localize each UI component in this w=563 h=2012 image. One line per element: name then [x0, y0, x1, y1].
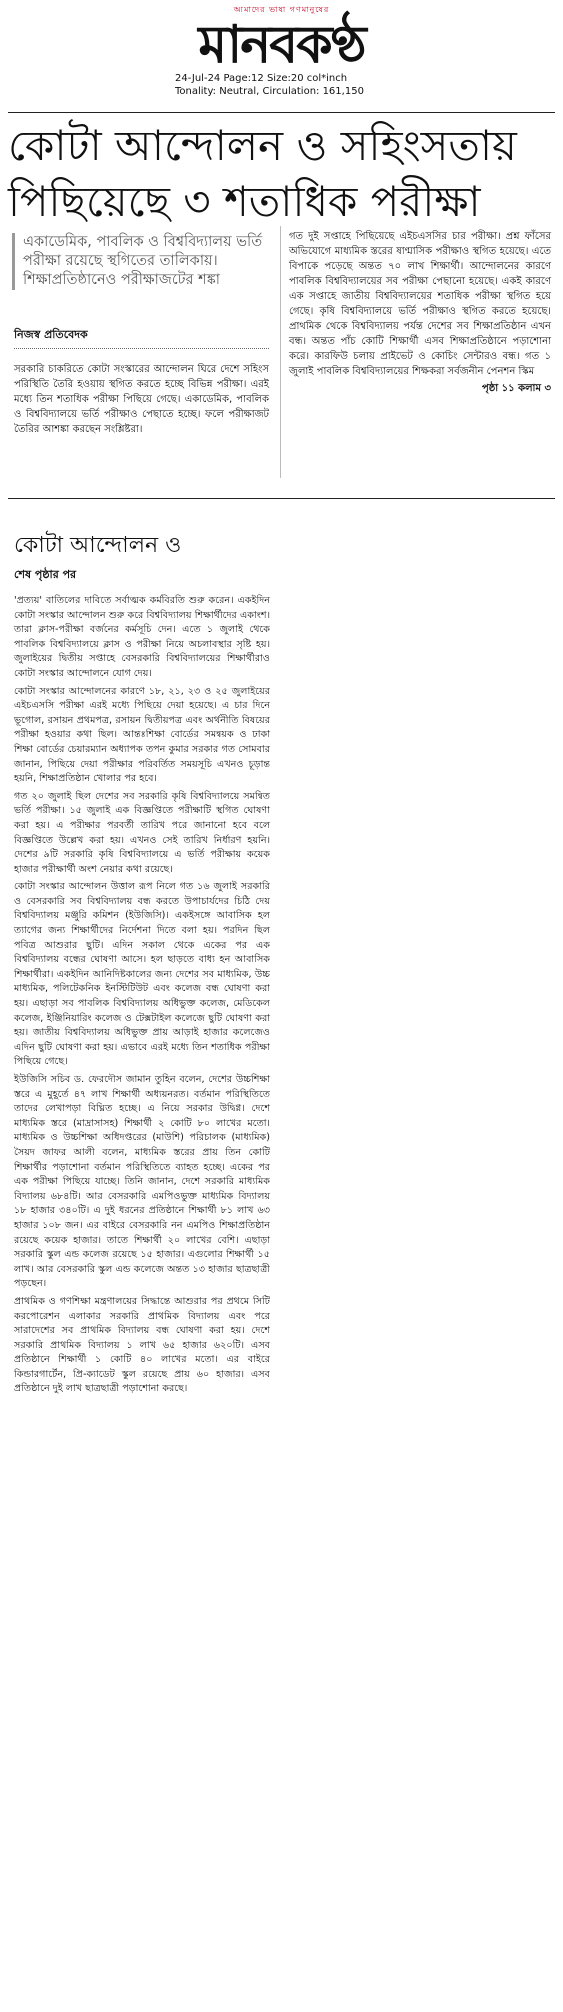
- paragraph: কোটা সংস্কার আন্দোলন উত্তাল রূপ নিলে গত ১৬ জুলাই সরকারি ও বেসরকারি সব বিশ্ববিদ্যালয় বন্ধ করতে উপাচার্যদের চিঠি দেয় বিশ্ববিদ্যালয় মঞ্জুরি কমিশন (ইউজিসি)। একইসঙ্গে আবাসিক হল ত্যাগের জন্য শিক্ষার্থীদের নির্দেশনা দিতে বলা হয়। পরদিন ছিল পবিত্র আশুরার ছুটি। এদিন সকাল থেকে একের পর এক বিশ্ববিদ্যালয় বন্ধের ঘোষণা আসে। হল ছাড়তে বাধ্য হন আবাসিক শিক্ষার্থীরা। একইদিন আনিদিষ্টকালের জন্য দেশের সব মাধ্যমিক, উচ্চ মাধ্যমিক, পলিটেকনিক ইনস্টিটিউট এবং কলেজ বন্ধ ঘোষণা করা হয়। এছাড়া সব পাবলিক বিশ্ববিদ্যালয় অধিভুক্ত কলেজ, মেডিকেল কলেজ, ইঞ্জিনিয়ারিং কলেজ ও টেক্সটাইল কলেজে ছুটি ঘোষণা করা হয়। জাতীয় বিশ্ববিদ্যালয় অধিভুক্ত প্রায় আড়াই হাজার কলেজেও এদিন ছুটি ঘোষণা করা হয়। এভাবে এরই মধ্যে তিন শতাধিক পরীক্ষা পিছিয়ে গেছে।: [14, 881, 270, 1068]
- byline: নিজস্ব প্রতিবেদক: [14, 328, 88, 341]
- divider: [8, 112, 555, 113]
- continuation-subtitle: শেষ পৃষ্ঠার পর: [14, 568, 77, 581]
- headline-line1: কোটা আন্দোলন ও সহিংসতায়: [8, 121, 517, 170]
- divider: [8, 498, 555, 499]
- paragraph: গত দুই সপ্তাহে পিছিয়েছে এইচএসসির চার পরীক্ষা। প্রশ্ন ফাঁসের অভিযোগে মাধ্যমিক স্তরের ষাণ্মাসিক পরীক্ষাও স্থগিত হয়েছে। এতে বিপাকে পড়েছে অন্তত ৭০ লাখ শিক্ষার্থী। আন্দোলনের কারণে পাবলিক বিশ্ববিদ্যালয়ের সব পরীক্ষা পেছানো হয়েছে। একই কারণে এক সপ্তাহে জাতীয় বিশ্ববিদ্যালয়ের শতাধিক পরীক্ষা স্থগিত হয়ে গেছে। কৃষি বিশ্ববিদ্যালয়ে ভর্তি পরীক্ষাও স্থগিত করতে হয়েছে। প্রাথমিক থেকে বিশ্ববিদ্যালয় পর্যন্ত দেশের সব শিক্ষাপ্রতিষ্ঠান এখন বন্ধ। অন্তত পাঁচ কোটি শিক্ষার্থী এসব শিক্ষাপ্রতিষ্ঠানে পড়াশোনা করে। কারফিউ চলায় প্রাইভেট ও কোচিং সেন্টারও বন্ধ। গত ১ জুলাই পাবলিক বিশ্ববিদ্যালয়ের শিক্ষকরা সর্বজনীন পেনশন স্কিম: [289, 231, 551, 377]
- paragraph: প্রাথমিক ও গণশিক্ষা মন্ত্রণালয়ের সিদ্ধান্তে আশুরার পর প্রথমে সিটি করপোরেশন এলাকার সরকারি প্রাথমিক বিদ্যালয় এবং পরে সারাদেশের সব প্রাথমিক বিদ্যালয় বন্ধ ঘোষণা করা হয়। দেশে সরকারি প্রাথমিক বিদ্যালয় ১ লাখ ৬৫ হাজার ৬২০টি। এসব প্রতিষ্ঠানে শিক্ষার্থী ১ কোটি ৪০ লাখের মতো। এর বাইরে কিন্ডারগার্টেন, প্রি-ক্যাডেট স্কুল রয়েছে প্রায় ৬০ হাজার। এসব প্রতিষ্ঠানে দুই লাখ ছাত্রছাত্রী পড়াশোনা করছে।: [14, 1295, 270, 1395]
- paragraph: সরকারি চাকরিতে কোটা সংস্কারের আন্দোলন ঘিরে দেশে সহিংস পরিস্থিতি তৈরি হওয়ায় স্থগিত করতে হচ্ছে বিভিন্ন পরীক্ষা। এরই মধ্যে তিন শতাধিক পরীক্ষা পিছিয়ে গেছে। একাডেমিক, পাবলিক ও বিশ্ববিদ্যালয়ে ভর্তি পরীক্ষাও পেছাতে হচ্ছে। ফলে পরীক্ষাজট তৈরির আশঙ্কা করছেন সংশ্লিষ্টরা।: [14, 364, 269, 435]
- article-lead-right: [289, 229, 551, 396]
- paragraph: কোটা সংস্কার আন্দোলনের কারণে ১৮, ২১, ২৩ ও ২৫ জুলাইয়ের এইচএসসি পরীক্ষা এরই মধ্যে পিছিয়ে দেয়া হয়েছে। এ চার দিনে ভূগোল, রসায়ন প্রথমপত্র, রসায়ন দ্বিতীয়পত্র এবং অর্থনীতি বিষয়ের পরীক্ষা হওয়ার কথা ছিল। আন্তঃশিক্ষা বোর্ডের সমন্বয়ক ও ঢাকা শিক্ষা বোর্ডের চেয়ারম্যান অধ্যাপক তপন কুমার সরকার গত সোমবার জানান, পিছিয়ে দেয়া পরীক্ষার পরিবর্তিত সময়সূচি এখনও চূড়ান্ত হয়নি, শিক্ষাপ্রতিষ্ঠান খোলার পর হবে।: [14, 685, 270, 785]
- clip-meta: [175, 72, 364, 98]
- headline-line2: পিছিয়েছে ৩ শতাধিক পরীক্ষা: [8, 177, 481, 226]
- headline: [8, 118, 555, 230]
- divider: [14, 348, 269, 349]
- continuation-body: [14, 594, 270, 1400]
- column-divider: [280, 226, 281, 478]
- paragraph: ইউজিসি সচিব ড. ফেরদৌস জামান তুহিন বলেন, দেশের উচ্চশিক্ষা স্তরে এ মুহূর্তে ৪৭ লাখ শিক্ষার্থী অধ্যয়নরত। বর্তমান পরিস্থিতিতে তাদের লেখাপড়া বিঘ্নিত হচ্ছে। এ নিয়ে সরকার উদ্বিগ্ন। দেশে মাধ্যমিক স্তরে (মাদ্রাসাসহ) শিক্ষার্থী ২ কোটি ৮০ লাখের মতো। মাধ্যমিক ও উচ্চশিক্ষা অধিদপ্তরের (মাউশি) পরিচালক (মাধ্যমিক) সৈয়দ জাফর আলী বলেন, মাধ্যমিক স্তরের প্রায় তিন কোটি শিক্ষার্থীর পড়াশোনা বর্তমান পরিস্থিতিতে ব্যাহত হচ্ছে। একের পর এক পরীক্ষা পিছিয়ে যাচ্ছে। তিনি জানান, দেশে সরকারি মাধ্যমিক বিদ্যালয় ৬৮৪টি। আর বেসরকারি এমপিওভুক্ত মাধ্যমিক বিদ্যালয় ১৮ হাজার ৩৪০টি। এ দুই ধরনের প্রতিষ্ঠানে শিক্ষার্থী ৮১ লাখ ৬৩ হাজার ১০৮ জন। এর বাইরে বেসরকারি নন এমপিও শিক্ষাপ্রতিষ্ঠান রয়েছে কয়েক হাজার। তাতে শিক্ষার্থী ২০ লাখের বেশি। এছাড়া সরকারি স্কুল এন্ড কলেজ রয়েছে ১৫ হাজার। এগুলোর শিক্ষার্থী ১৫ লাখ। আর বেসরকারি স্কুল এন্ড কলেজে অন্তত ১৩ হাজার ছাত্রছাত্রী পড়ছেন।: [14, 1074, 270, 1290]
- paragraph: গত ২০ জুলাই ছিল দেশের সব সরকারি কৃষি বিশ্ববিদ্যালয়ে সমন্বিত ভর্তি পরীক্ষা। ১৫ জুলাই এক বিজ্ঞপ্তিতে পরীক্ষাটি স্থগিত ঘোষণা করা হয়। এ পরীক্ষার পরবর্তী তারিখ পরে জানানো হবে বলে বিজ্ঞপ্তিতে উল্লেখ করা হয়। এখনও সেই তারিখ নির্ধারণ হয়নি। দেশের ৯টি সরকারি কৃষি বিশ্ববিদ্যালয়ে এ ভর্তি পরীক্ষায় কয়েক হাজার পরীক্ষার্থী অংশ নেয়ার কথা রয়েছে।: [14, 790, 270, 875]
- masthead: [0, 4, 563, 73]
- continuation-title: কোটা আন্দোলন ও: [14, 533, 182, 558]
- subhead: একাডেমিক, পাবলিক ও বিশ্ববিদ্যালয় ভর্তি পরীক্ষা রয়েছে স্থগিতের তালিকায়। শিক্ষাপ্রতিষ্ঠানেও পরীক্ষাজটের শঙ্কা: [12, 233, 278, 290]
- jump-reference: পৃষ্ঠা ১১ কলাম ৩: [481, 383, 551, 394]
- clip-meta-line2: Tonality: Neutral, Circulation: 161,150: [175, 86, 364, 97]
- clip-meta-line1: 24-Jul-24 Page:12 Size:20 col*inch: [175, 73, 348, 84]
- article-lead-left: [14, 362, 269, 439]
- newspaper-logo: মানবকণ্ঠ: [198, 15, 365, 75]
- paragraph: 'প্রত্যয়' বাতিলের দাবিতে সর্বাত্মক কর্মবিরতি শুরু করেন। একইদিন কোটা সংস্কার আন্দোলন শুরু করে বিশ্ববিদ্যালয় শিক্ষার্থীদের একাংশ। তারা ক্লাস-পরীক্ষা বর্জনের কর্মসূচি দেন। এতে ১ জুলাই থেকে পাবলিক বিশ্ববিদ্যালয়ে ক্লাস ও পরীক্ষা নিয়ে অচলাবস্থার সৃষ্টি হয়। জুলাইয়ের দ্বিতীয় সপ্তাহে বেসরকারি বিশ্ববিদ্যালয়ের শিক্ষার্থীরাও কোটা সংস্কার আন্দোলনে যোগ দেয়।: [14, 595, 270, 679]
- masthead-tagline: আমাদের ভাষা গণমানুষের: [233, 5, 330, 14]
